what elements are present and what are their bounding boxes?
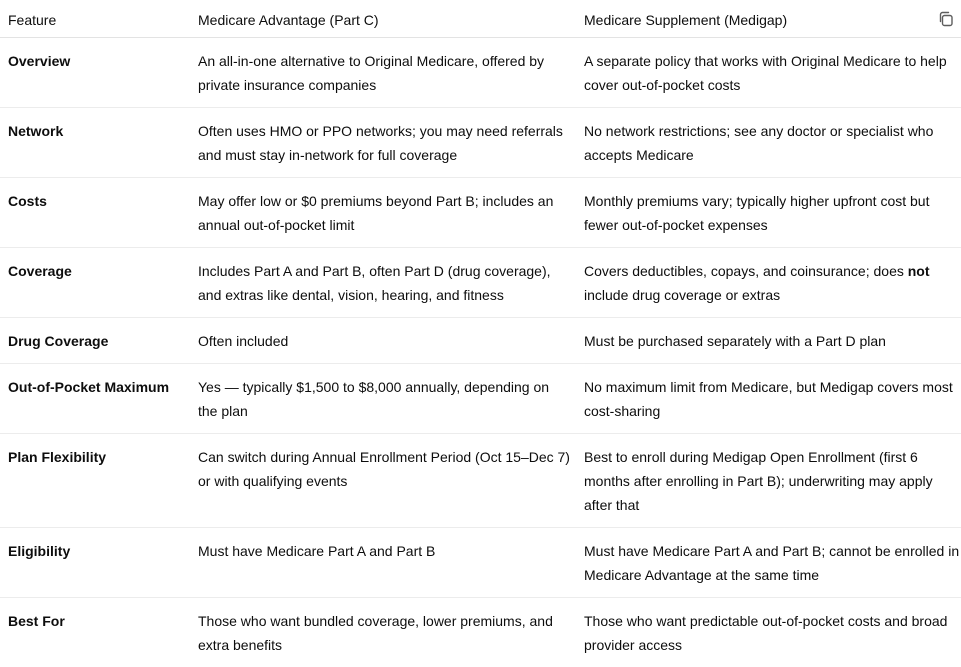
row-advantage-cell: An all-in-one alternative to Original Medicare, offered by private insurance companies (198, 37, 584, 107)
row-feature-label: Plan Flexibility (0, 433, 198, 527)
row-feature-label: Drug Coverage (0, 317, 198, 363)
table-row (0, 597, 961, 667)
row-feature-label: Overview (0, 37, 198, 107)
supplement-text-before: Covers deductibles, copays, and coinsurance; does (584, 262, 908, 279)
table-row (0, 433, 961, 527)
row-advantage-cell: May offer low or $0 premiums beyond Part B; includes an annual out-of-pocket limit (198, 177, 584, 247)
header-feature: Feature (0, 0, 198, 37)
table-row (0, 37, 961, 107)
row-advantage-cell: Often uses HMO or PPO networks; you may need referrals and must stay in-network for full coverage (198, 107, 584, 177)
row-supplement-cell: Those who want predictable out-of-pocket costs and broad provider access (584, 612, 948, 653)
table-row (0, 247, 961, 317)
header-medicare-advantage: Medicare Advantage (Part C) (198, 0, 584, 37)
row-supplement-cell: A separate policy that works with Original Medicare to help cover out-of-pocket costs (584, 37, 961, 107)
row-feature-label: Coverage (0, 247, 198, 317)
row-advantage-cell: Yes — typically $1,500 to $8,000 annually, depending on the plan (198, 363, 584, 433)
row-supplement-cell: Monthly premiums vary; typically higher upfront cost but fewer out-of-pocket expenses (584, 177, 961, 247)
row-supplement-cell: Must have Medicare Part A and Part B; cannot be enrolled in Medicare Advantage at the same time (584, 527, 961, 597)
row-supplement-cell (584, 247, 961, 317)
supplement-text-emphasis: not (907, 262, 930, 279)
row-supplement-cell: No maximum limit from Medicare, but Medigap covers most cost-sharing (584, 363, 961, 433)
table-row (0, 317, 961, 363)
table-header-row (0, 0, 961, 37)
row-feature-label: Best For (8, 612, 65, 629)
row-advantage-cell: Can switch during Annual Enrollment Period (Oct 15–Dec 7) or with qualifying events (198, 433, 584, 527)
row-advantage-cell: Must have Medicare Part A and Part B (198, 527, 584, 597)
copy-icon-svg (937, 10, 955, 28)
row-feature-label: Network (0, 107, 198, 177)
header-medicare-supplement: Medicare Supplement (Medigap) (584, 0, 961, 37)
row-feature-label: Out-of-Pocket Maximum (0, 363, 198, 433)
table-row (0, 107, 961, 177)
table-row (0, 363, 961, 433)
supplement-text-after: include drug coverage or extras (584, 286, 781, 303)
row-feature-label: Costs (0, 177, 198, 247)
row-advantage-cell: Often included (198, 317, 584, 363)
copy-icon[interactable] (937, 10, 955, 28)
row-advantage-cell: Those who want bundled coverage, lower premiums, and extra benefits (198, 612, 553, 653)
row-feature-label: Eligibility (0, 527, 198, 597)
row-supplement-cell: Best to enroll during Medigap Open Enrollment (first 6 months after enrolling in Part B); underwriting may apply after that (584, 433, 961, 527)
table-row (0, 177, 961, 247)
row-supplement-cell: Must be purchased separately with a Part D plan (584, 317, 961, 363)
table-row (0, 527, 961, 597)
row-supplement-cell: No network restrictions; see any doctor or specialist who accepts Medicare (584, 107, 961, 177)
row-advantage-cell: Includes Part A and Part B, often Part D (drug coverage), and extras like dental, vision, hearing, and fitness (198, 247, 584, 317)
